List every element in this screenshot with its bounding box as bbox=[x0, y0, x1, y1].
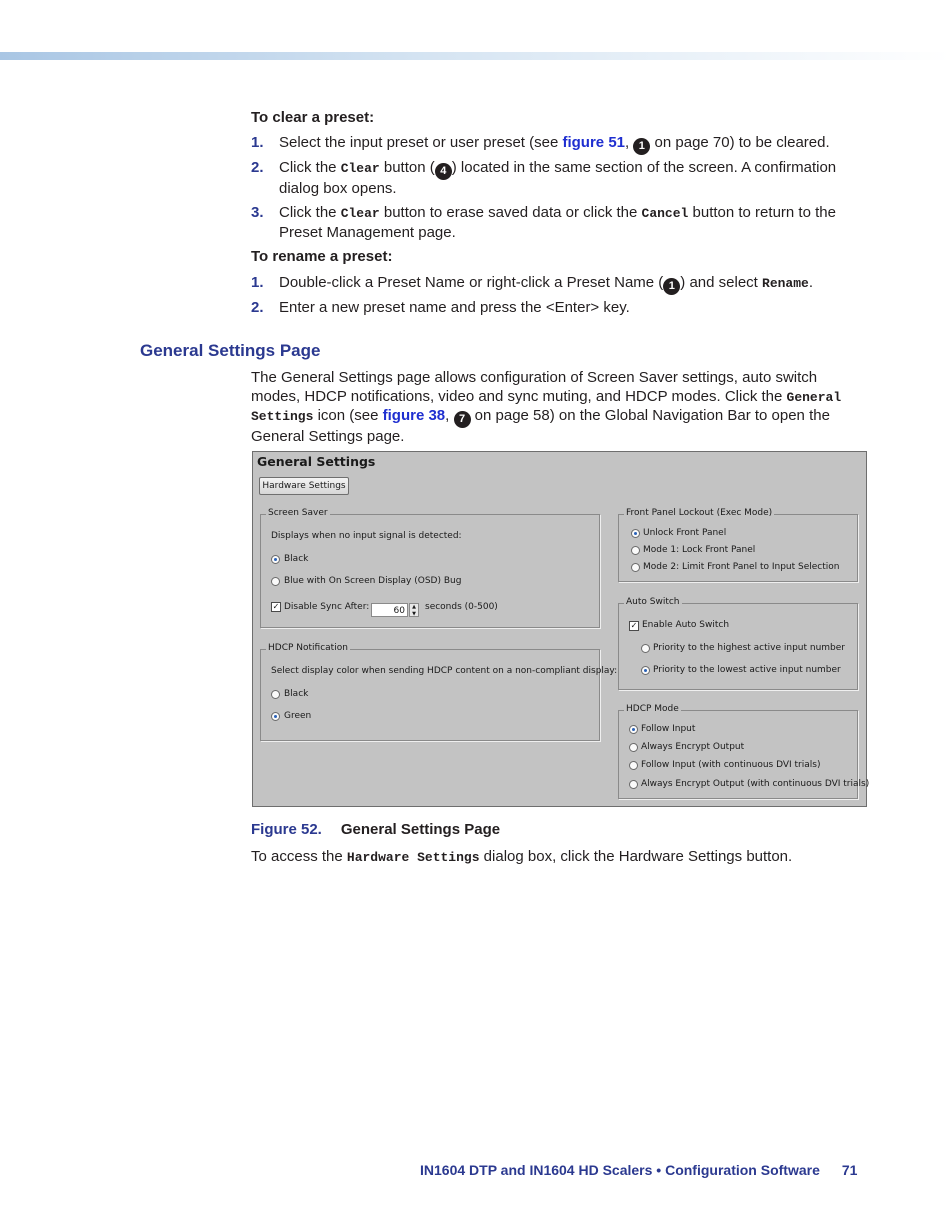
enable-auto-switch-label: Enable Auto Switch bbox=[642, 620, 730, 630]
step-number: 1. bbox=[251, 134, 264, 151]
blue-osd-radio[interactable] bbox=[271, 577, 280, 586]
footer bbox=[420, 1162, 857, 1178]
priority-lowest-label: Priority to the lowest active input number bbox=[653, 665, 841, 675]
step-number: 3. bbox=[251, 204, 264, 221]
hdcp-black-label: Black bbox=[284, 689, 309, 699]
clear-step-3: Click the Clear button to erase saved data or click the Cancel button to return to the Preset Management page. bbox=[279, 204, 836, 241]
hardware-settings-button[interactable]: Hardware Settings bbox=[259, 477, 349, 495]
footer-text: IN1604 DTP and IN1604 HD Scalers • Configuration Software bbox=[420, 1162, 820, 1178]
step-number: 2. bbox=[251, 299, 264, 316]
section-paragraph: The General Settings page allows configuration of Screen Saver settings, auto switch modes, HDCP notifications, video and sync muting, and HDCP modes. Click the General Settings icon (see figure 38, 7 on page 58) on the Global Navigation Bar to open the General Settings page. bbox=[251, 369, 842, 446]
blue-osd-label: Blue with On Screen Display (OSD) Bug bbox=[284, 576, 462, 586]
rename-step-2: Enter a new preset name and press the <Enter> key. bbox=[279, 299, 630, 316]
priority-highest-label: Priority to the highest active input number bbox=[653, 643, 846, 653]
hdcp-mode-group bbox=[618, 704, 870, 799]
general-settings-screenshot bbox=[252, 451, 870, 807]
figure-38-link[interactable]: figure 38 bbox=[382, 407, 446, 425]
hdcp-green-radio[interactable] bbox=[271, 712, 280, 721]
mode1-radio[interactable] bbox=[631, 546, 640, 555]
hdcp-notification-desc: Select display color when sending HDCP content on a non-compliant display: bbox=[271, 666, 618, 676]
hdcp-black-radio[interactable] bbox=[271, 690, 280, 699]
spin-arrows-icon[interactable]: ▲ ▼ bbox=[409, 603, 419, 617]
callout-4: 4 bbox=[435, 163, 452, 180]
rename-heading: To rename a preset: bbox=[251, 248, 393, 265]
figure-title: General Settings Page bbox=[340, 821, 501, 838]
front-panel-lockout-group bbox=[618, 508, 858, 582]
follow-input-dvi-label: Follow Input (with continuous DVI trials) bbox=[641, 760, 821, 770]
step-number: 1. bbox=[251, 274, 264, 291]
clear-step-1: Select the input preset or user preset (see figure 51, 1 on page 70) to be cleared. bbox=[279, 134, 830, 155]
follow-input-radio[interactable] bbox=[629, 725, 638, 734]
hdcp-notification-group bbox=[260, 643, 618, 741]
disable-sync-checkbox[interactable]: ✓ bbox=[272, 602, 280, 611]
front-panel-label: Front Panel Lockout (Exec Mode) bbox=[626, 508, 773, 518]
hdcp-mode-label: HDCP Mode bbox=[626, 704, 679, 714]
figure-number: Figure 52. bbox=[251, 821, 322, 838]
clear-heading: To clear a preset: bbox=[251, 109, 375, 126]
sync-seconds-input[interactable]: 60 bbox=[371, 603, 408, 617]
screen-saver-group bbox=[260, 508, 600, 628]
step-number: 2. bbox=[251, 159, 264, 176]
priority-lowest-radio[interactable] bbox=[641, 666, 650, 675]
callout-1: 1 bbox=[633, 138, 650, 155]
always-encrypt-dvi-radio[interactable] bbox=[629, 780, 638, 789]
auto-switch-label: Auto Switch bbox=[626, 597, 680, 607]
screenshot-title: General Settings bbox=[257, 454, 376, 469]
black-radio[interactable] bbox=[271, 555, 280, 564]
clear-step-2: Click the Clear button ( 4 ) located in the same section of the screen. A confirmation dialog box opens. bbox=[279, 159, 837, 197]
auto-switch-group bbox=[618, 597, 858, 690]
mode1-label: Mode 1: Lock Front Panel bbox=[643, 545, 756, 555]
sync-units-label: seconds (0-500) bbox=[425, 602, 498, 612]
figure-51-link[interactable]: figure 51 bbox=[562, 134, 626, 151]
hdcp-notification-label: HDCP Notification bbox=[268, 643, 348, 653]
unlock-front-panel-label: Unlock Front Panel bbox=[643, 528, 727, 538]
hdcp-green-label: Green bbox=[284, 711, 312, 721]
callout-7: 7 bbox=[454, 411, 471, 428]
mode2-label: Mode 2: Limit Front Panel to Input Selection bbox=[643, 562, 840, 572]
priority-highest-radio[interactable] bbox=[641, 644, 650, 653]
always-encrypt-dvi-label: Always Encrypt Output (with continuous DVI trials) bbox=[641, 779, 870, 789]
callout-1: 1 bbox=[663, 278, 680, 295]
rename-step-1: Double-click a Preset Name or right-click a Preset Name ( 1 ) and select Rename. bbox=[279, 274, 813, 295]
follow-input-label: Follow Input bbox=[641, 724, 696, 734]
always-encrypt-label: Always Encrypt Output bbox=[641, 742, 745, 752]
disable-sync-label: Disable Sync After: bbox=[284, 602, 370, 612]
always-encrypt-radio[interactable] bbox=[629, 743, 638, 752]
follow-input-dvi-radio[interactable] bbox=[629, 761, 638, 770]
screen-saver-label: Screen Saver bbox=[268, 508, 328, 518]
enable-auto-switch-checkbox[interactable]: ✓ bbox=[630, 621, 638, 630]
access-paragraph: To access the Hardware Settings dialog box, click the Hardware Settings button. bbox=[251, 848, 793, 865]
section-heading: General Settings Page bbox=[140, 341, 321, 360]
screen-saver-desc: Displays when no input signal is detected: bbox=[271, 531, 462, 541]
header-bar bbox=[0, 52, 950, 60]
figure-caption bbox=[251, 821, 500, 838]
black-label: Black bbox=[284, 554, 309, 564]
mode2-radio[interactable] bbox=[631, 563, 640, 572]
unlock-front-panel-radio[interactable] bbox=[631, 529, 640, 538]
page-number: 71 bbox=[841, 1162, 858, 1178]
